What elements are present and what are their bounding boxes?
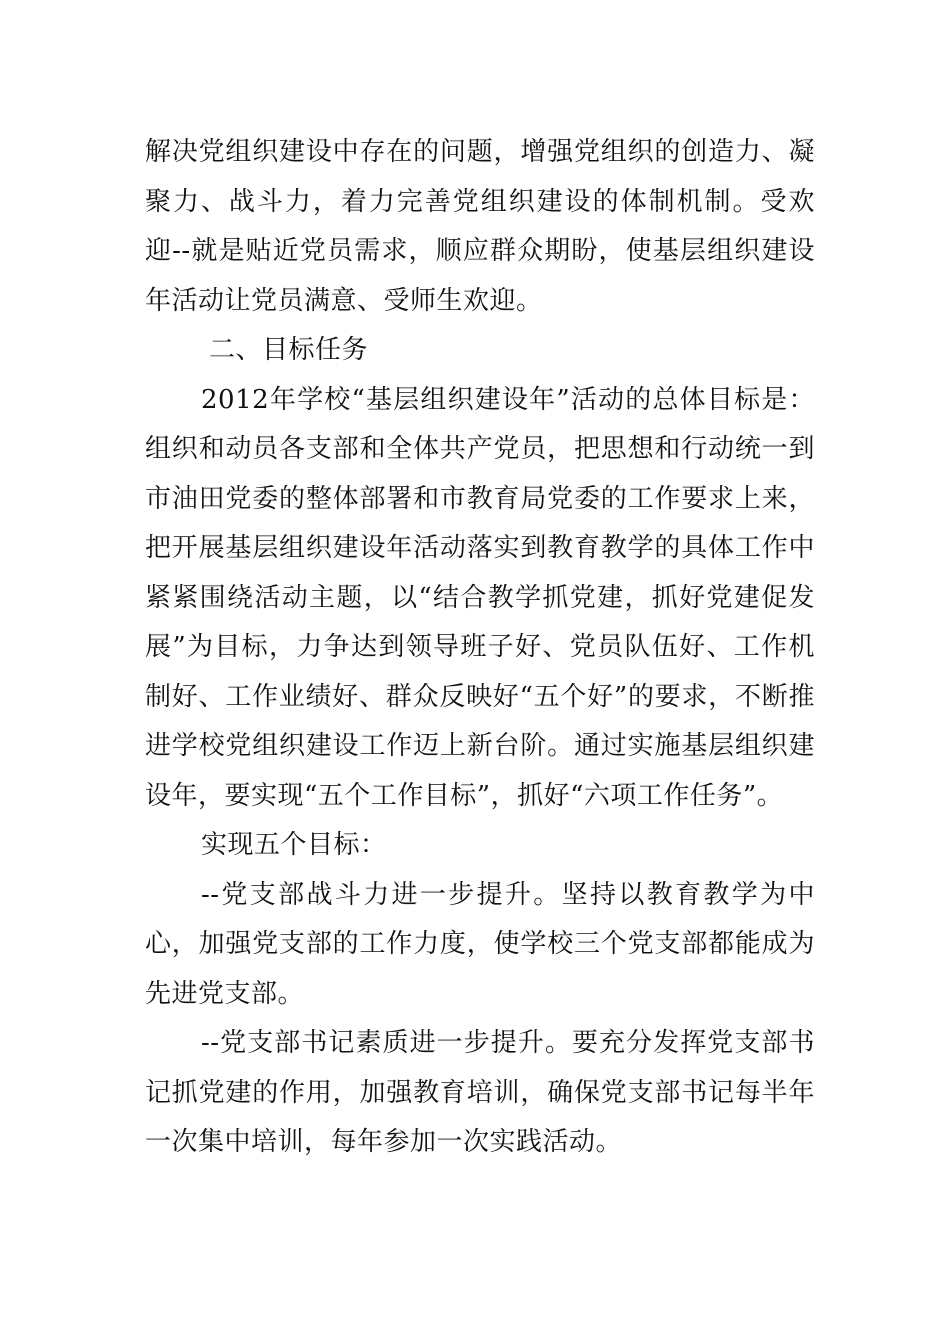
paragraph-five-goals-lead: 实现五个目标： <box>201 830 387 860</box>
document-body <box>145 128 815 1168</box>
paragraph-intro-continuation: 解决党组织建设中存在的问题，增强党组织的创造力、凝聚力、战斗力，着力完善党组织建设的体制机制。受欢迎--就是贴近党员需求，顺应群众期盼，使基层组织建设年活动让党员满意、受师生欢迎。 <box>145 137 815 316</box>
paragraph-goal-secretary-quality: --党支部书记素质进一步提升。要充分发挥党支部书记抓党建的作用，加强教育培训，确保党支部书记每半年一次集中培训，每年参加一次实践活动。 <box>145 1028 815 1157</box>
paragraph-goal-branch-strength: --党支部战斗力进一步提升。坚持以教育教学为中心，加强党支部的工作力度，使学校三个党支部都能成为先进党支部。 <box>145 879 815 1009</box>
paragraph-overall-goal: 2012年学校“基层组织建设年”活动的总体目标是：组织和动员各支部和全体共产党员，把思想和行动统一到市油田党委的整体部署和市教育局党委的工作要求上来，把开展基层组织建设年活动落实到教育教学的具体工作中紧紧围绕活动主题，以“结合教学抓党建，抓好党建促发展”为目标，力争达到领导班子好、党员队伍好、工作机制好、工作业绩好、群众反映好“五个好”的要求，不断推进学校党组织建设工作迈上新台阶。通过实施基层组织建设年，要实现“五个工作目标”，抓好“六项工作任务”。 <box>145 384 815 811</box>
section-heading-goals-tasks: 二、目标任务 <box>209 335 369 365</box>
